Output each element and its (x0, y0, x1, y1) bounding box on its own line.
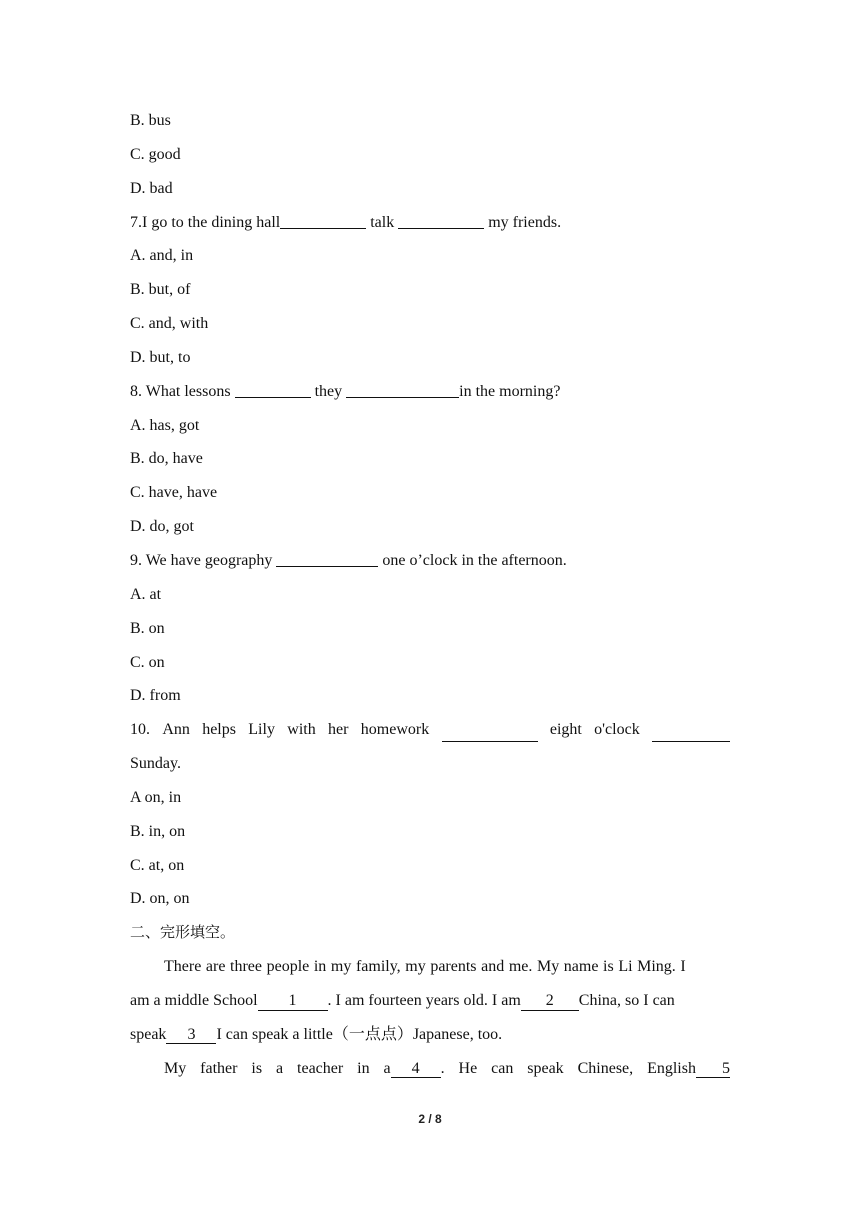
q7-text-1: 7.I go to the dining hall (130, 213, 281, 231)
q8-text-2: they (310, 382, 347, 400)
cloze-word: father (200, 1059, 238, 1077)
cloze-blank-2: 2 (521, 992, 579, 1011)
cloze-segment (384, 1052, 445, 1086)
q7-option-b: B. but, of (130, 281, 191, 299)
q9-option-d: D. from (130, 687, 181, 705)
q8-option-c: C. have, have (130, 484, 218, 502)
q10-word: o'clock (594, 721, 640, 739)
q9-text-2: one o’clock in the afternoon. (378, 551, 567, 569)
cloze-word: He (458, 1059, 478, 1077)
page-number: 2 / 8 (418, 1112, 442, 1126)
q7-option-d: D. but, to (130, 348, 191, 366)
cloze-blank-4: 4 (391, 1060, 441, 1079)
q10-word: helps (202, 721, 236, 739)
q10-word: 10. (130, 721, 150, 739)
q7-text-2: talk (366, 213, 399, 231)
cloze-segment (130, 984, 675, 1018)
q10-word: her (328, 721, 349, 739)
q6-option-c: C. good (130, 145, 181, 163)
q9-option-a: A. at (130, 585, 162, 603)
cloze-word: English (647, 1059, 696, 1077)
cloze-word: is (251, 1059, 263, 1077)
q8-blank-2 (346, 381, 459, 398)
q10-option-b: B. in, on (130, 822, 186, 840)
q10-option-a: A on, in (130, 788, 182, 806)
q6-option-d: D. bad (130, 179, 173, 197)
q9-blank-1 (276, 550, 378, 567)
q8-blank-1 (235, 381, 311, 398)
q8-option-a: A. has, got (130, 416, 200, 434)
q10-word: with (287, 721, 316, 739)
q7-stem (130, 206, 730, 240)
cloze-word: a (275, 1059, 284, 1077)
q7-blank-1 (280, 212, 366, 229)
q10-word: eight (549, 721, 582, 739)
cloze-word: My (164, 1059, 187, 1077)
q8-text-3: in the morning? (459, 382, 561, 400)
q8-option-d: D. do, got (130, 518, 194, 536)
cloze-word: can (491, 1059, 514, 1077)
q10-blank-1 (442, 725, 538, 742)
q9-stem (130, 544, 730, 578)
cloze-blank-3: 3 (166, 1026, 216, 1045)
section-heading: 二、完形填空。 (130, 923, 236, 942)
cloze-word: teacher (297, 1059, 344, 1077)
cloze-word: speak (527, 1059, 564, 1077)
q10-word: Lily (248, 721, 275, 739)
q10-word: Ann (162, 721, 190, 739)
cloze-para2-line1 (130, 1052, 730, 1086)
cloze-word: in (357, 1059, 370, 1077)
cloze-word: a (383, 1059, 391, 1077)
q9-option-c: C. on (130, 653, 165, 671)
q8-stem (130, 375, 730, 409)
q7-option-c: C. and, with (130, 315, 209, 333)
q10-option-c: C. at, on (130, 856, 185, 874)
q9-option-b: B. on (130, 619, 165, 637)
cloze-text: I can speak a little（一点点）Japanese, too. (216, 1025, 503, 1043)
q10-stem (130, 713, 730, 747)
cloze-word: . (440, 1059, 445, 1077)
cloze-text: There are three people in my family, my parents and me. My name is Li Ming. I (164, 958, 686, 976)
cloze-para1-line3 (130, 1018, 730, 1052)
q10-word: homework (360, 721, 430, 739)
cloze-para1-line1 (130, 950, 730, 984)
q9-text-1: 9. We have geography (130, 551, 277, 569)
page-content (130, 104, 730, 1085)
cloze-segment (647, 1052, 730, 1086)
cloze-text: China, so I can (578, 991, 675, 1009)
cloze-text: am a middle School (130, 991, 258, 1009)
cloze-word: Chinese, (577, 1059, 634, 1077)
q8-text-1: 8. What lessons (130, 382, 235, 400)
q6-option-b: B. bus (130, 112, 171, 129)
q10-option-d: D. on, on (130, 890, 190, 908)
q8-option-b: B. do, have (130, 450, 203, 468)
q7-option-a: A. and, in (130, 247, 194, 265)
cloze-para1-line2 (130, 984, 730, 1018)
cloze-text: speak (130, 1025, 167, 1043)
q10-blank-2 (652, 725, 730, 742)
cloze-blank-5: 5 (696, 1060, 730, 1079)
q7-text-3: my friends. (484, 213, 562, 231)
q7-blank-2 (398, 212, 484, 229)
q10-stem-continued: Sunday. (130, 755, 181, 773)
cloze-blank-1: 1 (258, 992, 328, 1011)
cloze-text: . I am fourteen years old. I am (327, 991, 521, 1009)
